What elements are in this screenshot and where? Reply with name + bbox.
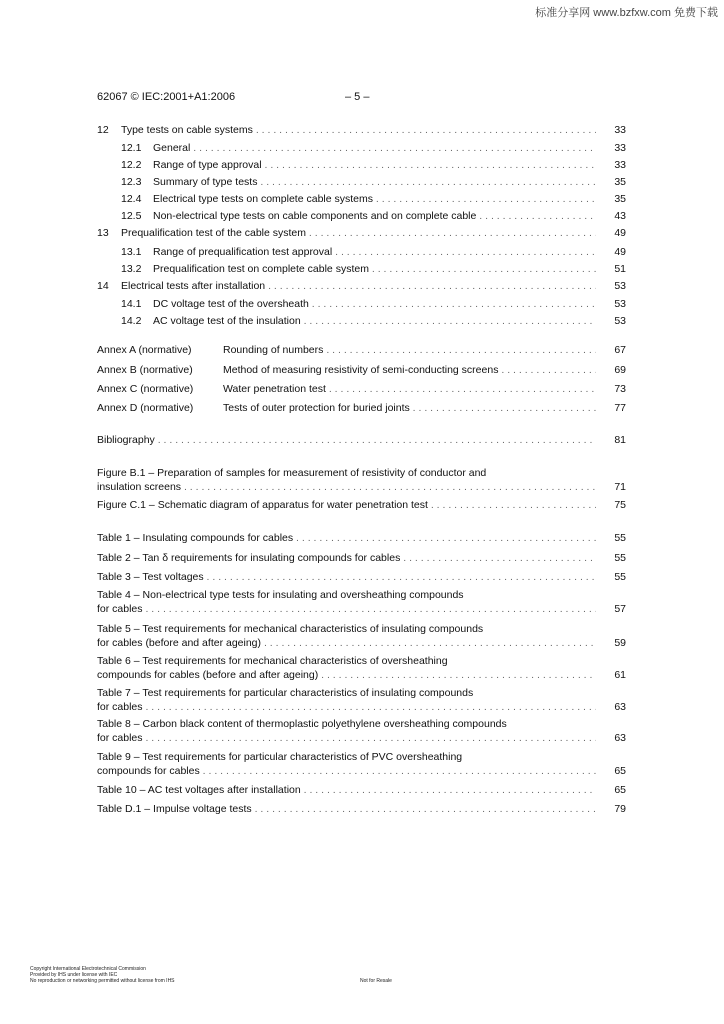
toc-entry[interactable]	[0, 226, 724, 240]
no-reproduction-line: No reproduction or networking permitted without license from IHS	[30, 978, 175, 984]
entry-page: 69	[596, 363, 626, 377]
table-entry[interactable]	[0, 668, 724, 682]
entry-number: 14.2	[121, 315, 142, 327]
entry-title: Tests of outer protection for buried joints . . .	[223, 401, 596, 415]
table-entry[interactable]	[0, 802, 724, 816]
entry-page: 35	[596, 175, 626, 189]
entry-page: 35	[596, 192, 626, 206]
entry-page: 55	[596, 531, 626, 545]
entry-page: 75	[596, 498, 626, 512]
entry-title: Table 9 – Test requirements for particular characteristics of PVC oversheathing	[97, 751, 463, 763]
entry-page: 81	[596, 433, 626, 447]
entry-number: Annex D (normative)	[97, 402, 194, 414]
entry-page: 33	[596, 158, 626, 172]
entry-number: Annex C (normative)	[97, 383, 194, 395]
entry-page: 79	[596, 802, 626, 816]
entry-number: 14	[97, 280, 109, 292]
entry-title: compounds for cables (before and after ageing) . . .	[97, 668, 596, 682]
entry-number: 12	[97, 124, 109, 136]
entry-title: Type tests on cable systems . . .	[121, 123, 596, 137]
entry-title: Table 6 – Test requirements for mechanical characteristics of oversheathing	[97, 655, 448, 667]
entry-title: Figure B.1 – Preparation of samples for measurement of resistivity of conductor and	[97, 467, 487, 479]
entry-page: 49	[596, 226, 626, 240]
copyright-line: Copyright International Electrotechnical Commission	[30, 966, 146, 972]
entry-number: Annex A (normative)	[97, 344, 192, 356]
toc-entry[interactable]	[0, 141, 724, 155]
annex-entry[interactable]	[0, 382, 724, 396]
entry-title: for cables . . .	[97, 731, 596, 745]
entry-page: 49	[596, 245, 626, 259]
entry-title: compounds for cables . . .	[97, 764, 596, 778]
entry-page: 63	[596, 700, 626, 714]
entry-title: DC voltage test of the oversheath . . .	[153, 297, 596, 311]
entry-number: 14.1	[121, 298, 142, 310]
figure-entry[interactable]	[0, 480, 724, 494]
entry-title: Table 2 – Tan δ requirements for insulating compounds for cables . . .	[97, 551, 596, 565]
entry-number: 13	[97, 227, 109, 239]
table-entry[interactable]	[0, 700, 724, 714]
entry-title: Table 5 – Test requirements for mechanical characteristics of insulating compounds	[97, 623, 484, 635]
entry-page: 43	[596, 209, 626, 223]
entry-title: insulation screens . . .	[97, 480, 596, 494]
entry-page: 53	[596, 314, 626, 328]
table-entry[interactable]	[0, 570, 724, 584]
table-entry[interactable]	[0, 636, 724, 650]
table-entry[interactable]	[0, 551, 724, 565]
table-entry[interactable]	[0, 602, 724, 616]
table-entry[interactable]	[0, 750, 724, 764]
table-entry[interactable]	[0, 731, 724, 745]
entry-page: 53	[596, 279, 626, 293]
entry-title: Table 1 – Insulating compounds for cables . . .	[97, 531, 596, 545]
entry-page: 71	[596, 480, 626, 494]
figure-entry[interactable]	[0, 466, 724, 480]
table-entry[interactable]	[0, 783, 724, 797]
entry-page: 55	[596, 570, 626, 584]
entry-title: Summary of type tests . . .	[153, 175, 596, 189]
entry-title: Table 8 – Carbon black content of thermoplastic polyethylene oversheathing compounds	[97, 718, 507, 730]
entry-title: Prequalification test of the cable system . . .	[121, 226, 596, 240]
entry-title: Electrical tests after installation . . .	[121, 279, 596, 293]
entry-page: 77	[596, 401, 626, 415]
entry-title: Prequalification test on complete cable system . . .	[153, 262, 596, 276]
entry-number: 13.2	[121, 263, 142, 275]
toc-entry[interactable]	[0, 279, 724, 293]
not-for-resale: Not for Resale	[360, 978, 392, 984]
toc-entry[interactable]	[0, 209, 724, 223]
entry-title: AC voltage test of the insulation . . .	[153, 314, 596, 328]
entry-title: Table 10 – AC test voltages after installation . . .	[97, 783, 596, 797]
entry-title: Figure C.1 – Schematic diagram of apparatus for water penetration test . . .	[97, 498, 596, 512]
toc-entry[interactable]	[0, 175, 724, 189]
entry-title: Table 3 – Test voltages . . .	[97, 570, 596, 584]
annex-entry[interactable]	[0, 363, 724, 377]
entry-title: General . . .	[153, 141, 596, 155]
toc-entry[interactable]	[0, 262, 724, 276]
table-entry[interactable]	[0, 622, 724, 636]
toc-entry[interactable]	[0, 245, 724, 259]
figure-entry[interactable]	[0, 498, 724, 512]
entry-title: for cables . . .	[97, 602, 596, 616]
toc-entry[interactable]	[0, 123, 724, 137]
entry-page: 67	[596, 343, 626, 357]
bibliography-entry[interactable]	[0, 433, 724, 447]
toc-entry[interactable]	[0, 297, 724, 311]
table-entry[interactable]	[0, 717, 724, 731]
entry-title: Rounding of numbers . . .	[223, 343, 596, 357]
entry-number: 12.1	[121, 142, 142, 154]
entry-title: Method of measuring resistivity of semi-conducting screens . . .	[223, 363, 596, 377]
entry-page: 61	[596, 668, 626, 682]
table-entry[interactable]	[0, 654, 724, 668]
entry-title: Bibliography . . .	[97, 433, 596, 447]
entry-number: 12.2	[121, 159, 142, 171]
entry-page: 63	[596, 731, 626, 745]
annex-entry[interactable]	[0, 401, 724, 415]
entry-page: 53	[596, 297, 626, 311]
entry-title: Table D.1 – Impulse voltage tests . . .	[97, 802, 596, 816]
entry-page: 73	[596, 382, 626, 396]
watermark: 标准分享网 www.bzfxw.com 免费下载	[535, 7, 718, 19]
toc-entry[interactable]	[0, 158, 724, 172]
entry-number: 12.3	[121, 176, 142, 188]
entry-title: Water penetration test . . .	[223, 382, 596, 396]
table-entry[interactable]	[0, 764, 724, 778]
entry-title: Table 4 – Non-electrical type tests for insulating and oversheathing compounds	[97, 589, 464, 601]
table-entry[interactable]	[0, 588, 724, 602]
toc-entry[interactable]	[0, 314, 724, 328]
entry-page: 55	[596, 551, 626, 565]
entry-page: 65	[596, 783, 626, 797]
table-entry[interactable]	[0, 531, 724, 545]
entry-title: Non-electrical type tests on cable components and on complete cable . . .	[153, 209, 596, 223]
table-entry[interactable]	[0, 686, 724, 700]
entry-page: 33	[596, 123, 626, 137]
entry-title: for cables . . .	[97, 700, 596, 714]
page-number: – 5 –	[345, 91, 370, 103]
entry-title: Range of type approval . . .	[153, 158, 596, 172]
entry-number: 12.4	[121, 193, 142, 205]
entry-number: 12.5	[121, 210, 142, 222]
entry-title: Electrical type tests on complete cable systems . . .	[153, 192, 596, 206]
entry-page: 51	[596, 262, 626, 276]
entry-page: 59	[596, 636, 626, 650]
document-reference: 62067 © IEC:2001+A1:2006	[97, 91, 236, 103]
entry-title: Range of prequalification test approval . . .	[153, 245, 596, 259]
entry-title: Table 7 – Test requirements for particular characteristics of insulating compounds	[97, 687, 474, 699]
entry-title: for cables (before and after ageing) . . .	[97, 636, 596, 650]
entry-page: 33	[596, 141, 626, 155]
toc-entry[interactable]	[0, 192, 724, 206]
provided-by-line: Provided by IHS under license with IEC	[30, 972, 118, 978]
entry-number: Annex B (normative)	[97, 364, 193, 376]
entry-page: 65	[596, 764, 626, 778]
entry-page: 57	[596, 602, 626, 616]
annex-entry[interactable]	[0, 343, 724, 357]
entry-number: 13.1	[121, 246, 142, 258]
